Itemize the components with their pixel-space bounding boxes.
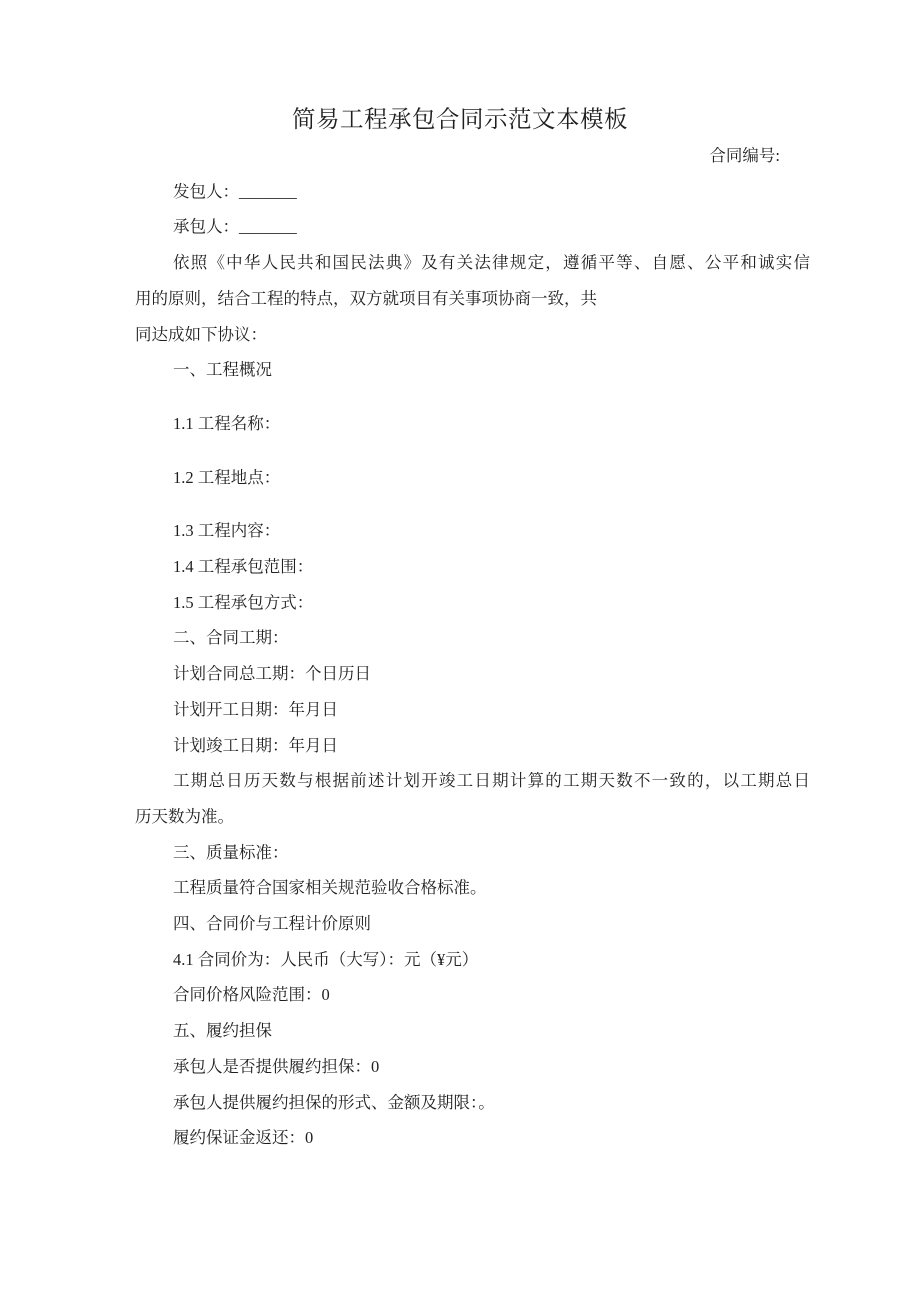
clause-4-1-contract-price: 4.1 合同价为：人民币（大写）：元（¥元） xyxy=(173,949,479,969)
price-risk-range-line: 合同价格风险范围：0 xyxy=(173,985,330,1005)
page-title: 简易工程承包合同示范文本模板 xyxy=(292,107,628,133)
planned-start-date-line: 计划开工日期：年月日 xyxy=(173,699,338,719)
guarantee-refund-line: 履约保证金返还：0 xyxy=(173,1128,314,1148)
section-2-heading: 二、合同工期： xyxy=(173,628,289,648)
duration-note-line-2: 历天数为准。 xyxy=(135,806,234,826)
planned-finish-date-line: 计划竣工日期：年月日 xyxy=(173,735,338,755)
clause-1-2-project-site: 1.2 工程地点： xyxy=(173,467,281,487)
guarantee-form-line: 承包人提供履约担保的形式、金额及期限：。 xyxy=(173,1092,495,1112)
planned-total-duration-line: 计划合同总工期：个日历日 xyxy=(173,664,371,684)
section-5-heading: 五、履约担保 xyxy=(173,1021,272,1041)
preamble-line-3: 同达成如下协议： xyxy=(135,324,267,344)
duration-note-line-1: 工期总日历天数与根据前述计划开竣工日期计算的工期天数不一致的，以工期总日 xyxy=(173,771,810,791)
section-1-heading: 一、工程概况 xyxy=(173,360,272,380)
clause-1-3-project-content: 1.3 工程内容： xyxy=(173,521,281,541)
clause-1-4-contract-scope: 1.4 工程承包范围： xyxy=(173,557,314,577)
section-4-heading: 四、合同价与工程计价原则 xyxy=(173,914,371,934)
contractor-blank-line: 承包人：_______ xyxy=(173,217,297,237)
employer-blank-line: 发包人：_______ xyxy=(173,181,297,201)
guarantee-provide-line: 承包人是否提供履约担保：0 xyxy=(173,1056,380,1076)
section-3-heading: 三、质量标准： xyxy=(173,842,289,862)
clause-1-1-project-name: 1.1 工程名称： xyxy=(173,413,281,433)
contract-number-label: 合同编号: xyxy=(709,146,780,165)
clause-1-5-contract-mode: 1.5 工程承包方式： xyxy=(173,592,314,612)
preamble-line-1: 依照《中华人民共和国民法典》及有关法律规定，遵循平等、自愿、公平和诚实信 xyxy=(173,253,810,273)
quality-standard-line: 工程质量符合国家相关规范验收合格标准。 xyxy=(173,878,487,898)
preamble-line-2: 用的原则，结合工程的特点，双方就项目有关事项协商一致，共 xyxy=(135,288,597,308)
